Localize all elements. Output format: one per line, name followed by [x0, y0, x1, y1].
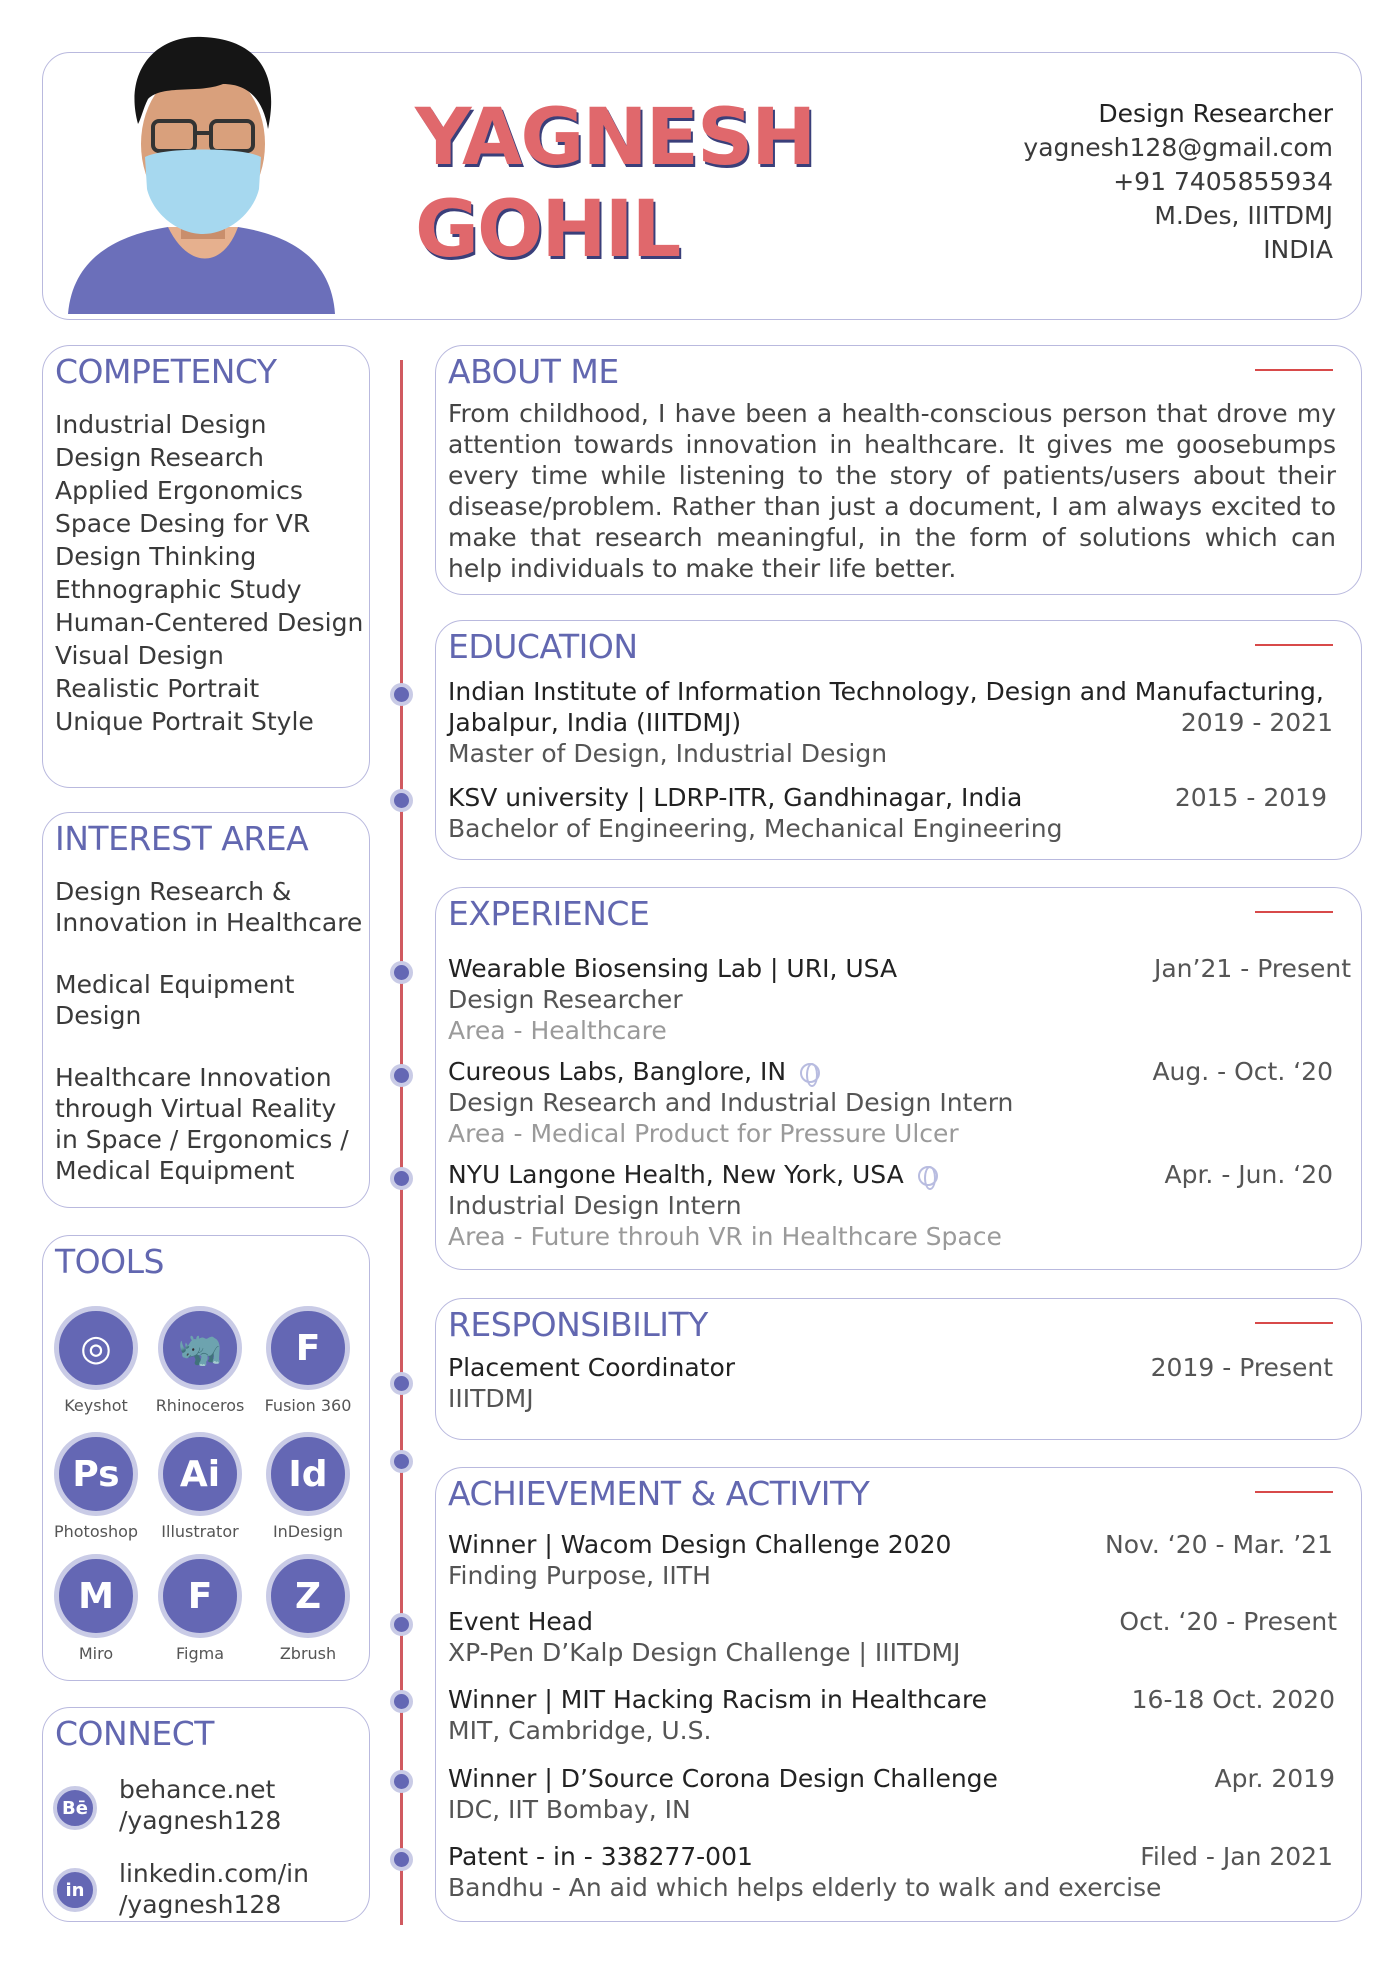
rhinoceros-icon: 🦏: [158, 1306, 242, 1390]
interest-line: Medical Equipment: [55, 970, 295, 999]
tool-label: Photoshop: [53, 1522, 139, 1541]
interest-line: in Space / Ergonomics /: [55, 1125, 349, 1154]
timeline-dot: [390, 789, 413, 812]
behance-icon[interactable]: Bē: [53, 1786, 97, 1830]
about-title: ABOUT ME: [448, 352, 619, 391]
phone[interactable]: +91 7405855934: [1113, 167, 1333, 196]
experience-card: [435, 887, 1362, 1270]
connect-card: [42, 1707, 370, 1922]
achievement-item-sub: XP-Pen D’Kalp Design Challenge | IIITDMJ: [448, 1638, 961, 1667]
competency-item: Unique Portrait Style: [55, 707, 314, 736]
education-institution: KSV university | LDRP-ITR, Gandhinagar, India: [448, 783, 1023, 812]
interest-card: [42, 812, 370, 1208]
tool-zbrush: [263, 1554, 353, 1663]
education-title: EDUCATION: [448, 627, 638, 666]
experience-date: Apr. - Jun. ‘20: [1164, 1160, 1333, 1189]
competency-item: Space Desing for VR: [55, 509, 311, 538]
tool-photoshop: [51, 1432, 141, 1541]
experience-org: Wearable Biosensing Lab | URI, USA: [448, 954, 898, 983]
tool-keyshot: [51, 1306, 141, 1415]
achievement-card: [435, 1467, 1362, 1922]
tool-label: Miro: [78, 1644, 114, 1663]
tool-figma: [155, 1554, 245, 1663]
education-institution: Indian Institute of Information Technology, Design and Manufacturing,: [448, 677, 1324, 706]
tool-indesign: [263, 1432, 353, 1541]
header-card: [42, 52, 1362, 320]
tool-label: InDesign: [272, 1522, 344, 1541]
linkedin-link-line1[interactable]: linkedin.com/in: [119, 1859, 309, 1888]
keyshot-icon: ◎: [54, 1306, 138, 1390]
email[interactable]: yagnesh128@gmail.com: [1023, 133, 1333, 162]
zbrush-icon: Z: [266, 1554, 350, 1638]
section-divider: [1255, 369, 1333, 371]
section-divider: [1255, 1491, 1333, 1493]
tools-card: [42, 1235, 370, 1681]
timeline-dot: [390, 1064, 413, 1087]
achievement-item-sub: Bandhu - An aid which helps elderly to walk and exercise: [448, 1873, 1162, 1902]
competency-item: Design Research: [55, 443, 264, 472]
achievement-date: Filed - Jan 2021: [1140, 1842, 1333, 1871]
behance-link-line1[interactable]: behance.net: [119, 1775, 276, 1804]
linkedin-link-line2[interactable]: /yagnesh128: [119, 1890, 282, 1919]
first-name: YAGNESH: [415, 93, 815, 183]
achievement-item-title: Event Head: [448, 1607, 593, 1636]
competency-title: COMPETENCY: [55, 352, 277, 391]
experience-org-row: [448, 1057, 820, 1086]
timeline-dot: [390, 1372, 413, 1395]
responsibility-org: IIITDMJ: [448, 1384, 534, 1413]
tool-rhinoceros: [155, 1306, 245, 1415]
achievement-date: 16-18 Oct. 2020: [1131, 1685, 1335, 1714]
timeline-dot: [390, 1167, 413, 1190]
responsibility-role: Placement Coordinator: [448, 1353, 736, 1382]
section-divider: [1255, 911, 1333, 913]
avatar-illustration: [63, 29, 343, 319]
experience-org-row: [448, 1160, 938, 1189]
achievement-date: Apr. 2019: [1214, 1764, 1335, 1793]
competency-item: Applied Ergonomics: [55, 476, 303, 505]
achievement-item-sub: IDC, IIT Bombay, IN: [448, 1795, 691, 1824]
behance-link-line2[interactable]: /yagnesh128: [119, 1806, 282, 1835]
achievement-date: Nov. ‘20 - Mar. ’21: [1105, 1530, 1333, 1559]
competency-item: Ethnographic Study: [55, 575, 302, 604]
timeline-dot: [390, 1848, 413, 1871]
achievement-item-sub: MIT, Cambridge, U.S.: [448, 1716, 712, 1745]
country: INDIA: [1263, 235, 1333, 264]
responsibility-date: 2019 - Present: [1150, 1353, 1333, 1382]
experience-org: NYU Langone Health, New York, USA: [448, 1160, 904, 1189]
competency-item: Design Thinking: [55, 542, 257, 571]
timeline-dot: [390, 1450, 413, 1473]
connect-title: CONNECT: [55, 1714, 214, 1753]
timeline-dot: [390, 961, 413, 984]
indesign-icon: Id: [266, 1432, 350, 1516]
fusion-360-icon: F: [266, 1306, 350, 1390]
globe-icon[interactable]: [800, 1063, 820, 1083]
competency-item: Human-Centered Design: [55, 608, 364, 637]
education-degree: Bachelor of Engineering, Mechanical Engineering: [448, 814, 1063, 843]
experience-area: Area - Healthcare: [448, 1016, 667, 1045]
interest-title: INTEREST AREA: [55, 819, 309, 858]
tool-label: Zbrush: [279, 1644, 337, 1663]
tools-title: TOOLS: [55, 1242, 164, 1281]
achievement-title: ACHIEVEMENT & ACTIVITY: [448, 1474, 870, 1513]
linkedin-icon[interactable]: in: [53, 1868, 97, 1912]
experience-date: Jan’21 - Present: [1153, 954, 1351, 983]
education-degree: Master of Design, Industrial Design: [448, 739, 888, 768]
achievement-item-title: Winner | D’Source Corona Design Challenge: [448, 1764, 998, 1793]
experience-org: Cureous Labs, Banglore, IN: [448, 1057, 787, 1086]
interest-line: Medical Equipment: [55, 1156, 295, 1185]
experience-role: Design Researcher: [448, 985, 683, 1014]
responsibility-card: [435, 1298, 1362, 1440]
achievement-item-sub: Finding Purpose, IITH: [448, 1561, 711, 1590]
education-date: 2019 - 2021: [1180, 708, 1333, 737]
tool-label: Figma: [175, 1644, 225, 1663]
interest-line: Healthcare Innovation: [55, 1063, 332, 1092]
timeline-dot: [390, 683, 413, 706]
experience-title: EXPERIENCE: [448, 894, 650, 933]
section-divider: [1255, 1322, 1333, 1324]
education-card: [435, 620, 1362, 860]
experience-role: Design Research and Industrial Design Intern: [448, 1088, 1014, 1117]
illustrator-icon: Ai: [158, 1432, 242, 1516]
degree: M.Des, IIITDMJ: [1154, 201, 1333, 230]
miro-icon: M: [54, 1554, 138, 1638]
tool-fusion-360: [263, 1306, 353, 1415]
tool-label: Fusion 360: [264, 1396, 352, 1415]
experience-area: Area - Future throuh VR in Healthcare Space: [448, 1222, 1002, 1251]
experience-area: Area - Medical Product for Pressure Ulcer: [448, 1119, 959, 1148]
interest-line: Design Research &: [55, 877, 292, 906]
globe-icon[interactable]: [918, 1166, 938, 1186]
interest-line: through Virtual Reality: [55, 1094, 337, 1123]
figma-icon: F: [158, 1554, 242, 1638]
tool-label: Rhinoceros: [155, 1396, 245, 1415]
tool-miro: [51, 1554, 141, 1663]
achievement-item-title: Winner | MIT Hacking Racism in Healthcare: [448, 1685, 988, 1714]
competency-item: Industrial Design: [55, 410, 267, 439]
experience-role: Industrial Design Intern: [448, 1191, 742, 1220]
achievement-item-title: Patent - in - 338277-001: [448, 1842, 753, 1871]
achievement-date: Oct. ‘20 - Present: [1119, 1607, 1337, 1636]
about-card: [435, 345, 1362, 595]
achievement-item-title: Winner | Wacom Design Challenge 2020: [448, 1530, 952, 1559]
education-date: 2015 - 2019: [1174, 783, 1327, 812]
experience-date: Aug. - Oct. ‘20: [1152, 1057, 1333, 1086]
competency-card: [42, 345, 370, 788]
about-text: From childhood, I have been a health-conscious person that drove my attention towards innovation in healthcare. It gives me goosebumps every time while listening to the story of patients/users about their disease/problem. Rather than just a document, I am always excited to make that research meaningful, in the form of solutions which can help individuals to make their life better.: [448, 399, 1336, 583]
tool-label: Keyshot: [64, 1396, 128, 1415]
timeline-dot: [390, 1690, 413, 1713]
timeline-dot: [390, 1770, 413, 1793]
timeline-dot: [390, 1613, 413, 1636]
competency-item: Realistic Portrait: [55, 674, 260, 703]
education-institution-line2: Jabalpur, India (IIITDMJ): [448, 708, 742, 737]
tool-illustrator: [155, 1432, 245, 1541]
job-title: Design Researcher: [1098, 99, 1333, 128]
interest-line: Innovation in Healthcare: [55, 908, 363, 937]
last-name: GOHIL: [415, 185, 680, 275]
competency-item: Visual Design: [55, 641, 224, 670]
responsibility-title: RESPONSIBILITY: [448, 1305, 708, 1344]
interest-line: Design: [55, 1001, 142, 1030]
section-divider: [1255, 644, 1333, 646]
tool-label: Illustrator: [161, 1522, 239, 1541]
photoshop-icon: Ps: [54, 1432, 138, 1516]
